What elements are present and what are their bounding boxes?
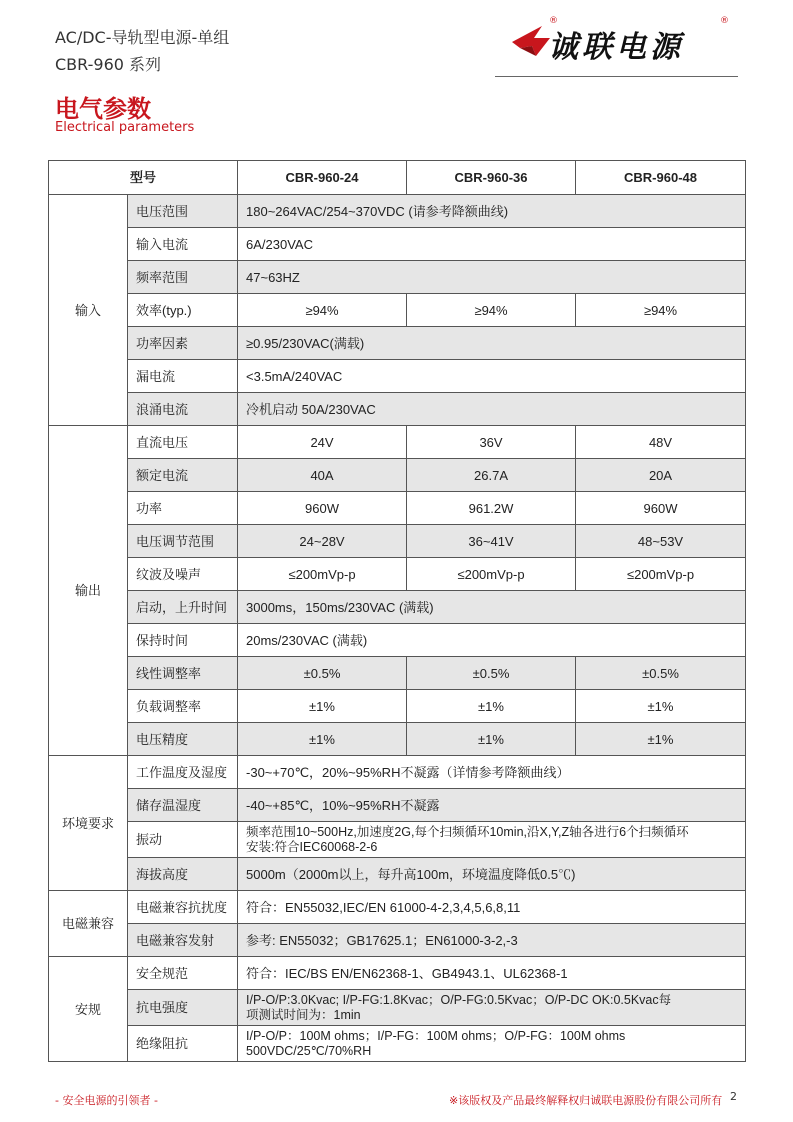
cell-value: 960W [238, 492, 407, 525]
cell-value: 960W [576, 492, 746, 525]
cell-value: ≥94% [407, 294, 576, 327]
table-row [49, 957, 746, 990]
category-env: 环境要求 [49, 756, 128, 891]
table-row [49, 723, 746, 756]
cell-value: 48~53V [576, 525, 746, 558]
table-row [49, 558, 746, 591]
insulation-line-1: I/P-O/P：100M ohms；I/P-FG：100M ohms；O/P-FG：100M ohms [246, 1028, 626, 1043]
category-input: 输入 [49, 195, 128, 426]
logo-registered-mark: ® [549, 16, 558, 26]
vibration-line-1: 频率范围10~500Hz,加速度2G,每个扫频循环10min,沿X,Y,Z轴各进行6个扫频循环 [246, 824, 689, 839]
brand-logo [512, 16, 742, 66]
table-row [49, 228, 746, 261]
row-value: 符合：IEC/BS EN/EN62368-1、GB4943.1、UL62368-1 [238, 957, 746, 990]
row-label: 功率因素 [128, 327, 238, 360]
row-label: 额定电流 [128, 459, 238, 492]
cell-value: 961.2W [407, 492, 576, 525]
row-value: <3.5mA/240VAC [238, 360, 746, 393]
cell-value: ±0.5% [576, 657, 746, 690]
row-label: 线性调整率 [128, 657, 238, 690]
row-label: 纹波及噪声 [128, 558, 238, 591]
cell-value: 40A [238, 459, 407, 492]
row-label: 绝缘阻抗 [128, 1026, 238, 1062]
section-subtitle: Electrical parameters [55, 120, 195, 135]
row-label: 负载调整率 [128, 690, 238, 723]
cell-value: ±1% [238, 690, 407, 723]
category-emc: 电磁兼容 [49, 891, 128, 957]
category-output: 输出 [49, 426, 128, 756]
table-row [49, 360, 746, 393]
table-row [49, 294, 746, 327]
row-value: 3000ms，150ms/230VAC (满载) [238, 591, 746, 624]
table-row [49, 591, 746, 624]
table-row [49, 261, 746, 294]
logo-text: 诚联电源 [548, 30, 684, 65]
row-label: 安全规范 [128, 957, 238, 990]
row-value: 20ms/230VAC (满载) [238, 624, 746, 657]
cell-value: ≥94% [576, 294, 746, 327]
row-label: 保持时间 [128, 624, 238, 657]
header-divider [495, 76, 738, 77]
row-value: 冷机启动 50A/230VAC [238, 393, 746, 426]
cell-value: 24V [238, 426, 407, 459]
row-label: 频率范围 [128, 261, 238, 294]
cell-value: 36~41V [407, 525, 576, 558]
table-row [49, 858, 746, 891]
row-value [238, 1026, 746, 1062]
cell-value: ≥94% [238, 294, 407, 327]
row-value [238, 990, 746, 1026]
model-col-36: CBR-960-36 [407, 161, 576, 195]
table-row [49, 891, 746, 924]
table-row [49, 459, 746, 492]
cell-value: 26.7A [407, 459, 576, 492]
row-label: 抗电强度 [128, 990, 238, 1026]
row-value: ≥0.95/230VAC(满载) [238, 327, 746, 360]
model-col-24: CBR-960-24 [238, 161, 407, 195]
withstand-line-1: I/P-O/P:3.0Kvac; I/P-FG:1.8Kvac；O/P-FG:0.5Kvac；O/P-DC OK:0.5Kvac每 [246, 992, 672, 1007]
cell-value: 48V [576, 426, 746, 459]
cell-value: ±1% [576, 723, 746, 756]
withstand-line-2: 项测试时间为：1min [246, 1007, 361, 1022]
cell-value: ±0.5% [407, 657, 576, 690]
table-row [49, 822, 746, 858]
table-row [49, 690, 746, 723]
table-row [49, 1026, 746, 1062]
row-value [238, 822, 746, 858]
row-value: 180~264VAC/254~370VDC (请参考降额曲线) [238, 195, 746, 228]
row-label: 电压调节范围 [128, 525, 238, 558]
page-number: 2 [730, 1090, 737, 1103]
model-label: 型号 [49, 161, 238, 195]
cell-value: ±1% [238, 723, 407, 756]
row-label: 海拔高度 [128, 858, 238, 891]
table-row [49, 756, 746, 789]
row-label: 漏电流 [128, 360, 238, 393]
cell-value: ≤200mVp-p [407, 558, 576, 591]
row-value: 5000m（2000m以上，每升高100m，环境温度降低0.5℃) [238, 858, 746, 891]
document-series-title: AC/DC-导轨型电源-单组 [55, 28, 230, 47]
row-label: 电压范围 [128, 195, 238, 228]
row-label: 功率 [128, 492, 238, 525]
row-label: 直流电压 [128, 426, 238, 459]
vibration-line-2: 安装:符合IEC60068-2-6 [246, 839, 378, 854]
row-label: 启动，上升时间 [128, 591, 238, 624]
table-row [49, 990, 746, 1026]
row-value: -30~+70℃，20%~95%RH不凝露（详情参考降额曲线） [238, 756, 746, 789]
table-header-row [49, 161, 746, 195]
model-col-48: CBR-960-48 [576, 161, 746, 195]
category-safety: 安规 [49, 957, 128, 1062]
logo-arrow-icon [512, 24, 552, 58]
row-label: 电磁兼容发射 [128, 924, 238, 957]
row-label: 输入电流 [128, 228, 238, 261]
table-row [49, 492, 746, 525]
row-value: 符合：EN55032,IEC/EN 61000-4-2,3,4,5,6,8,11 [238, 891, 746, 924]
electrical-parameters-table [48, 160, 746, 1062]
table-row [49, 393, 746, 426]
footer-slogan: - 安全电源的引领者 - [55, 1094, 158, 1107]
table-row [49, 789, 746, 822]
row-label: 电磁兼容抗扰度 [128, 891, 238, 924]
cell-value: ≤200mVp-p [576, 558, 746, 591]
table-row [49, 327, 746, 360]
row-label: 电压精度 [128, 723, 238, 756]
cell-value: ≤200mVp-p [238, 558, 407, 591]
cell-value: ±1% [576, 690, 746, 723]
row-value: -40~+85℃，10%~95%RH不凝露 [238, 789, 746, 822]
document-model-title: CBR-960 系列 [55, 55, 162, 74]
cell-value: ±0.5% [238, 657, 407, 690]
row-label: 储存温湿度 [128, 789, 238, 822]
table-row [49, 426, 746, 459]
table-row [49, 624, 746, 657]
cell-value: ±1% [407, 690, 576, 723]
insulation-line-2: 500VDC/25℃/70%RH [246, 1043, 372, 1058]
logo-registered-mark-2: ® [720, 16, 729, 26]
section-title: 电气参数 [55, 95, 151, 123]
footer-copyright: ※该版权及产品最终解释权归诚联电源股份有限公司所有 [449, 1094, 723, 1107]
cell-value: 36V [407, 426, 576, 459]
row-value: 6A/230VAC [238, 228, 746, 261]
table-row [49, 657, 746, 690]
cell-value: 20A [576, 459, 746, 492]
table-row [49, 195, 746, 228]
row-value: 47~63HZ [238, 261, 746, 294]
cell-value: 24~28V [238, 525, 407, 558]
table-row [49, 924, 746, 957]
row-label: 效率(typ.) [128, 294, 238, 327]
row-label: 振动 [128, 822, 238, 858]
row-value: 参考: EN55032；GB17625.1；EN61000-3-2,-3 [238, 924, 746, 957]
row-label: 浪涌电流 [128, 393, 238, 426]
table-row [49, 525, 746, 558]
cell-value: ±1% [407, 723, 576, 756]
row-label: 工作温度及湿度 [128, 756, 238, 789]
